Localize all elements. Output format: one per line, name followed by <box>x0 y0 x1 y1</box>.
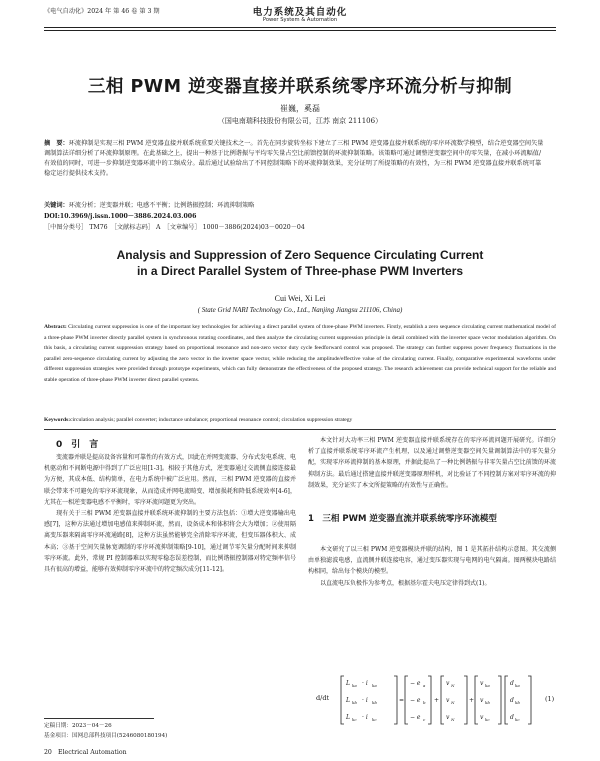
svg-text:v: v <box>446 680 450 687</box>
svg-text:N: N <box>451 717 455 722</box>
section-header: 电力系统及其自动化 <box>252 7 348 18</box>
keywords-cn <box>44 201 544 211</box>
keywords-en <box>44 417 556 423</box>
header-rule-thin <box>44 30 556 31</box>
equation-matrix-graphic <box>316 672 561 728</box>
doi: DOI:10.3969/j.issn.1000－3886.2024.03.006 <box>44 213 197 220</box>
svg-text:kc: kc <box>372 717 377 722</box>
svg-text:kc: kc <box>485 717 490 722</box>
journal-issue: 《电气自动化》2024 年 第 46 卷 第 3 期 <box>44 8 160 15</box>
paper-title-en <box>0 247 600 279</box>
section-0-left-text: 变流器并联是提高设备容量和可靠性的有效方式，因此在并网变流器、分布式发电系统、电机驱动和不间断电源中得到了广泛应用[1-3]。相较于其他方式，逆变器通过交流侧直接连接最为方便，其成本低、结构简单，在电力系统中被广泛应用。然而，三相 PWM 逆变器的直接并联会带来不可避免的零序环流现象，从而造成并网电流畸变、增加损耗和降低系统效率[4-6]，尤其在一相逆变器电感不平衡时，零序环流问题更为突出。 现有关于三相 PWM 逆变器直接并联系统环流抑制的主要方法包括：①增大逆变器输出电感[7]，这种方法通过增加电感值来抑制环流，然而，设备成本和体积将会大为增加；②使用隔离变压器来隔离零序环流通路[8]，这种方法虽然能够完全消除零序环流，但变压器体积大、成本高；③基于空间矢量脉宽调制的零序环流抑制策略[9-10]，通过调节零矢量分配时间来抑制零序环流。此外，常规 PI 控制器难以实现零稳态误差控制，而比例谐振控制器对特定频率信号具有很高的增益，能够有效抑制零序环流中的特定频次成分[11-12]。 <box>44 454 296 574</box>
svg-text:· i: · i <box>362 714 368 721</box>
svg-text:ka: ka <box>352 683 357 688</box>
section-0-right-text: 本文针对大功率三相 PWM 逆变器直接并联系统存在的零序环流问题开展研究。详细分析了直接并联系统零序环流产生机理，以及通过调整逆变器空间矢量调制算法中的零矢量分配，实现零序环流抑制的基本原理，并据此提出了一种比例谐振与非零矢量占空比前馈的环流抑制方法。最后通过搭建直接并联逆变器原理样机，对比验证了不同控制方案对零序环流的抑制效果，充分证实了本文所提策略的有效性与正确性。 <box>308 437 556 489</box>
svg-text:L: L <box>346 697 350 704</box>
abstract-en <box>44 322 556 385</box>
svg-text:− e: − e <box>410 680 421 687</box>
equation-number: (1) <box>545 695 555 703</box>
abstract-cn-label: 摘 要： <box>44 140 69 147</box>
equation-1 <box>316 672 561 728</box>
equation-derivative: d/dt <box>316 694 330 702</box>
svg-text:kb: kb <box>515 700 520 705</box>
header-rule <box>44 27 556 28</box>
affiliation-cn: （国电南瑞科技股份有限公司，江苏 南京 211106） <box>217 117 383 125</box>
svg-text:ka: ka <box>515 683 520 688</box>
svg-text:d: d <box>510 680 514 687</box>
svg-text:d: d <box>510 714 514 721</box>
svg-text:L: L <box>346 714 350 721</box>
keywords-en-label: Keywords: <box>44 417 71 423</box>
svg-text:· i: · i <box>362 680 368 687</box>
svg-text:d: d <box>510 697 514 704</box>
footnote-fund: 基金项目：国网总部科技项目(5246080180194) <box>44 733 168 739</box>
svg-text:v: v <box>480 697 484 704</box>
svg-text:N: N <box>451 683 455 688</box>
svg-text:kc: kc <box>352 717 357 722</box>
keywords-cn-text: 环流分析；逆变器并联；电感不平衡；比例谐振控制；环流抑制策略 <box>68 202 255 209</box>
abstract-en-text: Circulating current suppression is one of the important key technologies for achieving a direct parallel system of three-phase PWM inverters. Firstly, establish a zero sequence circulating current mathematical model of a three-phase PWM inverter directly parallel system in synchronous rotating coordinates, and then analyze the circulating current suppression principle in detail combined with the inverter space vector modulation algorithm. On this basis, a circulating current suppression strategy based on proportional resonance and non-zero vector duty cycle feedforward control was proposed. The strategy can further suppress power frequency fluctuations in the parallel zero-sequence circulating current by adjusting the zero vector in the inverter space vector, while reducing the amplitude/effective value of the circulating current. Finally, comparative experimental waveforms under different suppression strategies were provided through prototype experiments, which can fully demonstrate the effectiveness of the proposed strategy. The research achievement can provide technical support for the reliable and stable operation of three-phase PWM inverter direct parallel systems. <box>44 324 556 383</box>
footnote-received: 定稿日期：2023－04－26 <box>44 723 112 729</box>
paper-title-en-line2: in a Direct Parallel System of Three-phase PWM Inverters <box>136 264 464 278</box>
abstract-en-label: Abstract: <box>44 324 67 330</box>
abstract-cn-text: 环流抑制是实现三相 PWM 逆变器直接并联系统重要关键技术之一。首先在同步旋转坐标下建立了三相 PWM 逆变器直接并联系统的零序环流数学模型，结合逆变器空间矢量调制算法详细分析了环流抑制原理。在此基础之上，提出一种基于比例谐振与平均零矢量占空比前馈控制的环流抑制策略。该策略可通过调整逆变器空间中的零矢量，在减小环流幅值/有效值的同时，可进一步抑制逆变器环流中的工频成分。最后通过试验给出了不同控制策略下的环流抑制效果，充分证明了所提策略的有效性，为三相 PWM 逆变器直接并联系统可靠稳定运行提供技术支持。 <box>44 140 544 178</box>
section-header-en: Power System & Automation <box>262 17 338 23</box>
affiliation-en: ( State Grid NARI Technology Co., Ltd., Nanjing Jiangsu 211106, China) <box>197 306 403 314</box>
svg-text:+: + <box>469 697 475 704</box>
svg-text:v: v <box>446 697 450 704</box>
svg-text:b: b <box>423 700 426 705</box>
section-0-heading: 0 引 言 <box>56 440 99 450</box>
svg-text:a: a <box>423 683 426 688</box>
svg-text:+: + <box>434 697 440 704</box>
svg-text:ka: ka <box>372 683 377 688</box>
paper-title-cn: 三相 PWM 逆变器直接并联系统零序环流分析与抑制 <box>87 77 513 97</box>
svg-text:N: N <box>451 700 455 705</box>
svg-text:c: c <box>423 717 426 722</box>
svg-text:=: = <box>399 697 405 704</box>
section-1-heading: 1 三相 PWM 逆变器直流并联系统零序环流模型 <box>308 514 497 524</box>
svg-text:v: v <box>446 714 450 721</box>
authors-en: Cui Wei, Xi Lei <box>274 294 326 303</box>
svg-text:v: v <box>480 680 484 687</box>
svg-text:kb: kb <box>372 700 377 705</box>
svg-text:· i: · i <box>362 697 368 704</box>
svg-text:ka: ka <box>485 683 490 688</box>
classification: ［中图分类号］ TM76 ［文献标志码］ A ［文章编号］ 1000－3886(2024)03－0020－04 <box>44 224 305 231</box>
svg-text:− e: − e <box>410 697 421 704</box>
page-footer: 20 Electrical Automation <box>44 749 127 756</box>
section-1-text: 本文研究了以三相 PWM 逆变器模块并联的结构，图 1 是其拓扑结构示意图。其交流侧由单独滤波电感，直流侧并联连接电容，通过变压器实现与电网的电气隔离。图两模块电路结构相同，给出每个模块的模型。 以直流电压负极作为参考点，根据基尔霍夫电压定律得到式(1)。 <box>308 546 556 587</box>
svg-text:v: v <box>480 714 484 721</box>
keywords-en-text: circulation analysis; parallel converter; inductance unbalance; proportional resonance control; circulation suppression strategy <box>70 417 353 423</box>
svg-text:kb: kb <box>485 700 490 705</box>
svg-text:L: L <box>346 680 350 687</box>
svg-text:kc: kc <box>515 717 520 722</box>
paper-title-en-line1: Analysis and Suppression of Zero Sequence Circulating Current <box>116 248 484 262</box>
svg-text:kb: kb <box>352 700 357 705</box>
keywords-cn-label: 关键词： <box>44 202 69 209</box>
footnote-rule <box>44 718 154 719</box>
divider-rule <box>44 429 556 430</box>
svg-text:− e: − e <box>410 714 421 721</box>
abstract-cn <box>44 139 544 179</box>
authors-cn: 崔巍，奚磊 <box>280 104 320 113</box>
